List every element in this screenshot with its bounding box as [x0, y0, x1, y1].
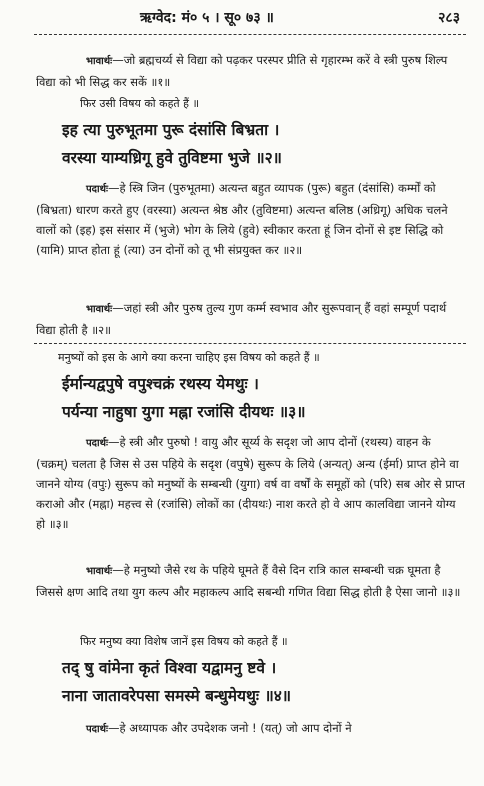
- bhavarth-label: भावार्थः: [86, 566, 113, 577]
- bhavarth-text: —जो ब्रह्मचर्य्य से विद्या को पढ़कर परस्पर प्रीति से गृहारम्भ करें वे स्त्री पुरुष शिल्प विद्या को भी सिद्ध कर सकें ॥१॥: [36, 53, 448, 89]
- padarth-4: [36, 718, 466, 740]
- bhavarth-1: [36, 50, 466, 92]
- page-header: [40, 8, 460, 30]
- bhavarth-text: —जहां स्त्री और पुरुष तुल्य गुण कर्म्म स्वभाव और सुरूपवान् हैं वहां सम्पूर्ण पदार्थ विद्या होती है ॥२॥: [36, 301, 447, 337]
- mantra-line: पर्यन्या नाहुषा युगा मह्ना रजांसि दीयथः ॥३॥: [62, 403, 306, 421]
- mantra-line: ईर्मान्यद्वपुषे वपुश्चक्रं रथस्य येमथुः ।: [62, 375, 259, 393]
- page-number: २८३: [438, 10, 460, 26]
- padarth-text: —हे अध्यापक और उपदेशक जनो ! (यत्) जो आप दोनों ने: [108, 721, 352, 735]
- bhavarth-label: भावार्थः: [86, 304, 113, 315]
- mantra-line: वरस्या याम्यध्रिगू हुवे तुविष्टमा भुजे ॥२॥: [62, 149, 282, 167]
- padarth-text: —हे स्त्री और पुरुषो ! वायु और सूर्य्य के सदृश जो आप दोनों (रथस्य) वाहन के (चक्रम्) चलता है जिस से उस पहिये के सदृश (वपुषे) सुरूप के लिये (अन्यत्) अन्य (ईर्मा) प्राप्त होने वा जानने योग्य (वपुः) सुरूप को मनुष्यों के सम्बन्धी (युगा) वर्ष वा वर्षों के समूहों को (परि) सब ओर से प्राप्त कराओ और (मह्ना) महत्त्व से (रजांसि) लोकों का (दीयथः) नाश करते हो वे आप कालविद्या जानने योग्य हो ॥३॥: [36, 435, 465, 531]
- mantra-4: [62, 654, 472, 710]
- bhavarth-3: [36, 560, 466, 602]
- padarth-3: [36, 432, 466, 534]
- intro-note-1: फिर उसी विषय को कहते हैं ॥: [80, 97, 200, 110]
- mantra-line: नाना जातावरेपसा समस्मे बन्धुमेयथुः ॥४॥: [62, 687, 292, 705]
- padarth-2: [36, 178, 466, 260]
- bhavarth-label: भावार्थः: [86, 56, 113, 67]
- padarth-text: —हे स्त्रि जिन (पुरुभूतमा) अत्यन्त बहुत व्यापक (पुरू) बहुत (दंसांसि) कर्म्मों को (बिभ्रता) धारण करते हुए (वरस्या) अत्यन्त श्रेष्ठ और (तुविष्टमा) अत्यन्त बलिष्ठ (अध्रिगू) अधिक चलने वालों को (इह) इस संसार में (भुजे) भोग के लिये (हुवे) स्वीकार करता हूं जिन दोनों से इष्ट सिद्धि को (यामि) प्राप्त होता हूं (त्या) उन दोनों को तू भी संप्रयुक्त कर ॥२॥: [36, 181, 448, 257]
- bhavarth-text: —हे मनुष्यो जैसे रथ के पहिये घूमते हैं वैसे दिन रात्रि काल सम्बन्धी चक्र घूमता है जिससे क्षण आदि तथा युग कल्प और महाकल्प आदि सबन्धी गणित विद्या सिद्ध होती है ऐसा जानो ॥३॥: [36, 563, 461, 599]
- padarth-label: पदार्थः: [86, 184, 108, 195]
- header-rule: [34, 34, 466, 35]
- mantra-line: इह त्या पुरुभूतमा पुरू दंसांसि बिभ्रता ।: [62, 121, 280, 139]
- intro-note-3: फिर मनुष्य क्या विशेष जानें इस विषय को कहते हैं ॥: [80, 635, 288, 648]
- padarth-label: पदार्थः: [86, 438, 108, 449]
- running-title: ऋग्वेद: मं० ५ । सू० ७३ ॥: [140, 10, 274, 26]
- padarth-label: पदार्थः: [86, 724, 108, 735]
- mantra-2: [62, 116, 472, 172]
- intro-note-2: मनुष्यों को इस के आगे क्या करना चाहिए इस विषय को कहते हैं ॥: [58, 351, 320, 364]
- bhavarth-2: [36, 298, 466, 340]
- section-rule: [34, 343, 466, 344]
- mantra-line: तद् षु वांमेना कृतं विश्वा यद्वामनु ष्टवे ।: [62, 659, 277, 677]
- mantra-3: [62, 370, 472, 426]
